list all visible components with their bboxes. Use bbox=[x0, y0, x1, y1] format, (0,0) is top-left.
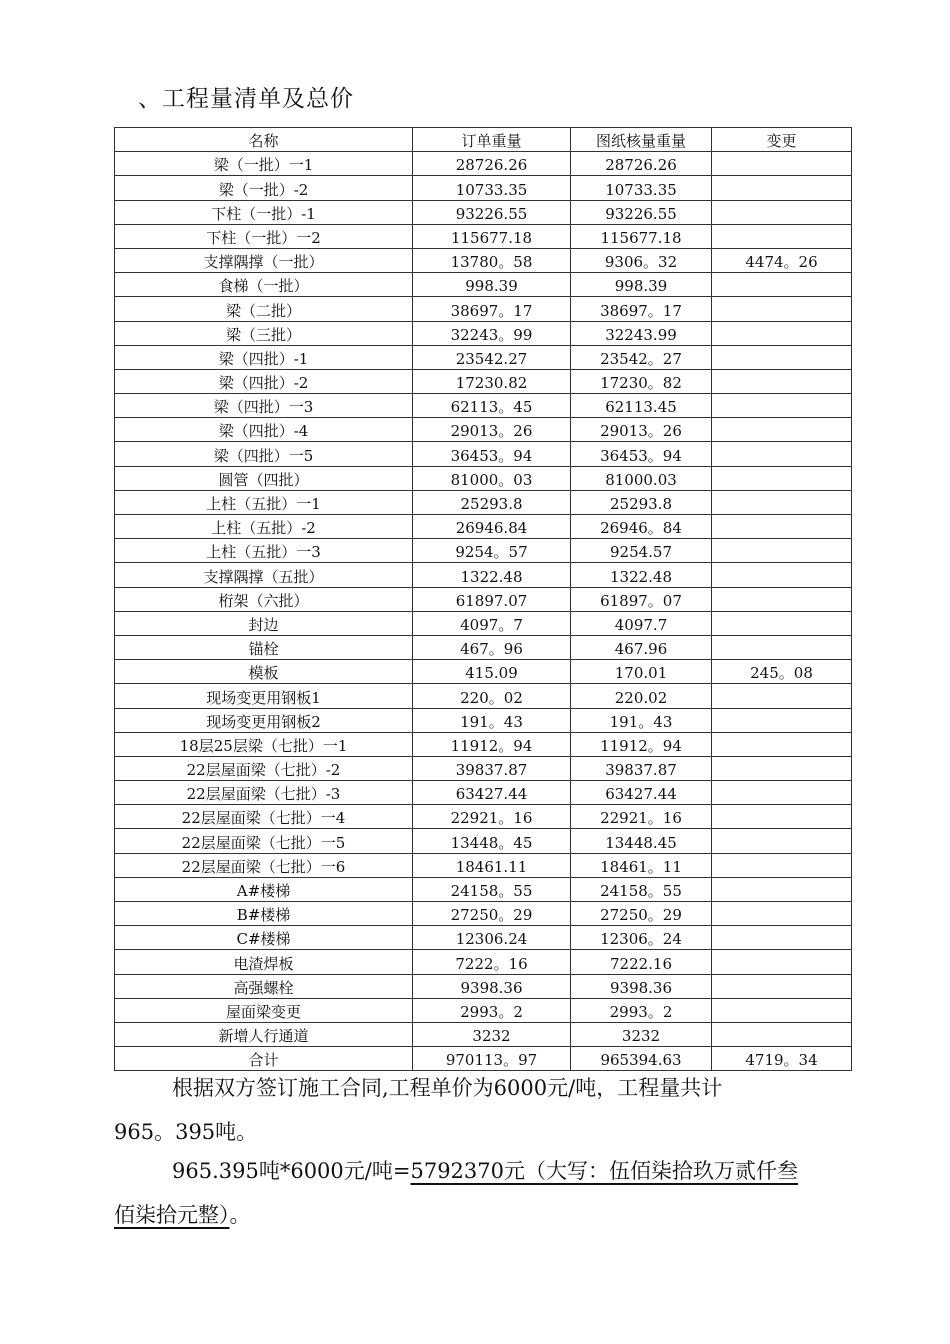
cell-name: 22层屋面梁（七批）-2 bbox=[115, 756, 413, 780]
cell-order-weight: 115677.18 bbox=[413, 224, 571, 248]
cell-order-weight: 22921。16 bbox=[413, 805, 571, 829]
table-row bbox=[115, 853, 852, 877]
table-body bbox=[115, 152, 852, 1071]
cell-order-weight: 36453。94 bbox=[413, 442, 571, 466]
total-line-1 bbox=[114, 1149, 854, 1193]
cell-order-weight: 27250。29 bbox=[413, 902, 571, 926]
table-row bbox=[115, 466, 852, 490]
cell-order-weight: 17230.82 bbox=[413, 369, 571, 393]
cell-change bbox=[712, 297, 852, 321]
header-change: 变更 bbox=[712, 128, 852, 152]
cell-drawing-weight: 28726.26 bbox=[571, 152, 712, 176]
cell-drawing-weight: 25293.8 bbox=[571, 490, 712, 514]
cell-order-weight: 32243。99 bbox=[413, 321, 571, 345]
table-row bbox=[115, 732, 852, 756]
cell-name: 上柱（五批）一1 bbox=[115, 490, 413, 514]
table-row bbox=[115, 176, 852, 200]
cell-drawing-weight: 36453。94 bbox=[571, 442, 712, 466]
price-paragraph bbox=[114, 1066, 854, 1154]
section-heading: 、工程量清单及总价 bbox=[138, 86, 354, 112]
table-row bbox=[115, 998, 852, 1022]
cell-order-weight: 13448。45 bbox=[413, 829, 571, 853]
table-row bbox=[115, 394, 852, 418]
cell-name: C#楼梯 bbox=[115, 926, 413, 950]
table-row bbox=[115, 248, 852, 272]
cell-drawing-weight: 24158。55 bbox=[571, 877, 712, 901]
header-name: 名称 bbox=[115, 128, 413, 152]
cell-change bbox=[712, 563, 852, 587]
table-row bbox=[115, 829, 852, 853]
cell-change bbox=[712, 466, 852, 490]
cell-name: 梁（四批）-1 bbox=[115, 345, 413, 369]
table-row bbox=[115, 877, 852, 901]
table-row bbox=[115, 297, 852, 321]
table-row bbox=[115, 611, 852, 635]
cell-drawing-weight: 191。43 bbox=[571, 708, 712, 732]
cell-name: 上柱（五批）-2 bbox=[115, 515, 413, 539]
cell-order-weight: 998.39 bbox=[413, 273, 571, 297]
cell-change bbox=[712, 684, 852, 708]
quantity-table bbox=[114, 127, 852, 1071]
cell-change bbox=[712, 1022, 852, 1046]
cell-change bbox=[712, 926, 852, 950]
cell-drawing-weight: 62113.45 bbox=[571, 394, 712, 418]
cell-change bbox=[712, 756, 852, 780]
cell-change: 245。08 bbox=[712, 660, 852, 684]
table-row bbox=[115, 515, 852, 539]
cell-order-weight: 28726.26 bbox=[413, 152, 571, 176]
table-row bbox=[115, 200, 852, 224]
cell-name: 梁（四批）-4 bbox=[115, 418, 413, 442]
cell-name: 现场变更用钢板2 bbox=[115, 708, 413, 732]
cell-name: 上柱（五批）一3 bbox=[115, 539, 413, 563]
table-row bbox=[115, 345, 852, 369]
cell-order-weight: 3232 bbox=[413, 1022, 571, 1046]
cell-name: 梁（一批）一1 bbox=[115, 152, 413, 176]
cell-name: 支撑隅撑（五批） bbox=[115, 563, 413, 587]
table-row bbox=[115, 321, 852, 345]
cell-change bbox=[712, 369, 852, 393]
cell-order-weight: 93226.55 bbox=[413, 200, 571, 224]
cell-order-weight: 9398.36 bbox=[413, 974, 571, 998]
table-row bbox=[115, 563, 852, 587]
cell-name: 下柱（一批）-1 bbox=[115, 200, 413, 224]
cell-change bbox=[712, 781, 852, 805]
cell-drawing-weight: 22921。16 bbox=[571, 805, 712, 829]
cell-drawing-weight: 3232 bbox=[571, 1022, 712, 1046]
cell-drawing-weight: 10733.35 bbox=[571, 176, 712, 200]
cell-change bbox=[712, 829, 852, 853]
cell-change bbox=[712, 708, 852, 732]
cell-change bbox=[712, 635, 852, 659]
cell-change bbox=[712, 345, 852, 369]
cell-change bbox=[712, 805, 852, 829]
cell-name: 梁（二批） bbox=[115, 297, 413, 321]
cell-change bbox=[712, 587, 852, 611]
cell-order-weight: 61897.07 bbox=[413, 587, 571, 611]
cell-drawing-weight: 998.39 bbox=[571, 273, 712, 297]
table-row bbox=[115, 418, 852, 442]
cell-change bbox=[712, 950, 852, 974]
cell-drawing-weight: 2993。2 bbox=[571, 998, 712, 1022]
cell-name: 梁（三批） bbox=[115, 321, 413, 345]
header-order-weight: 订单重量 bbox=[413, 128, 571, 152]
cell-name: A#楼梯 bbox=[115, 877, 413, 901]
cell-order-weight: 11912。94 bbox=[413, 732, 571, 756]
table-row bbox=[115, 660, 852, 684]
table-row bbox=[115, 273, 852, 297]
table-row bbox=[115, 224, 852, 248]
total-formula: 965.395吨*6000元/吨= bbox=[172, 1159, 411, 1183]
cell-order-weight: 467。96 bbox=[413, 635, 571, 659]
cell-order-weight: 7222。16 bbox=[413, 950, 571, 974]
cell-change bbox=[712, 176, 852, 200]
cell-order-weight: 220。02 bbox=[413, 684, 571, 708]
cell-order-weight: 26946.84 bbox=[413, 515, 571, 539]
cell-drawing-weight: 17230。82 bbox=[571, 369, 712, 393]
cell-order-weight: 12306.24 bbox=[413, 926, 571, 950]
cell-drawing-weight: 81000.03 bbox=[571, 466, 712, 490]
table-row bbox=[115, 902, 852, 926]
cell-drawing-weight: 32243.99 bbox=[571, 321, 712, 345]
cell-drawing-weight: 220.02 bbox=[571, 684, 712, 708]
cell-change bbox=[712, 152, 852, 176]
total-amount-words-underlined: 佰柒拾元整） bbox=[114, 1203, 230, 1227]
cell-change bbox=[712, 490, 852, 514]
cell-name: 屋面梁变更 bbox=[115, 998, 413, 1022]
cell-drawing-weight: 23542。27 bbox=[571, 345, 712, 369]
cell-change bbox=[712, 974, 852, 998]
cell-change bbox=[712, 902, 852, 926]
cell-change: 4474。26 bbox=[712, 248, 852, 272]
cell-change: 4719。34 bbox=[712, 1047, 852, 1071]
cell-name: 桁架（六批） bbox=[115, 587, 413, 611]
cell-order-weight: 9254。57 bbox=[413, 539, 571, 563]
cell-name: 22层屋面梁（七批）一5 bbox=[115, 829, 413, 853]
cell-drawing-weight: 9306。32 bbox=[571, 248, 712, 272]
cell-name: 22层屋面梁（七批）一6 bbox=[115, 853, 413, 877]
cell-change bbox=[712, 394, 852, 418]
cell-name: 高强螺栓 bbox=[115, 974, 413, 998]
cell-order-weight: 13780。58 bbox=[413, 248, 571, 272]
cell-order-weight: 25293.8 bbox=[413, 490, 571, 514]
cell-name: 锚栓 bbox=[115, 635, 413, 659]
cell-drawing-weight: 115677.18 bbox=[571, 224, 712, 248]
cell-drawing-weight: 467.96 bbox=[571, 635, 712, 659]
cell-order-weight: 24158。55 bbox=[413, 877, 571, 901]
table-row bbox=[115, 1022, 852, 1046]
cell-change bbox=[712, 515, 852, 539]
table-header-row bbox=[115, 128, 852, 152]
cell-drawing-weight: 9254.57 bbox=[571, 539, 712, 563]
cell-order-weight: 2993。2 bbox=[413, 998, 571, 1022]
cell-drawing-weight: 63427.44 bbox=[571, 781, 712, 805]
total-line-2 bbox=[114, 1193, 854, 1237]
cell-name: 电渣焊板 bbox=[115, 950, 413, 974]
table-row bbox=[115, 805, 852, 829]
total-paragraph bbox=[114, 1149, 854, 1237]
table-row bbox=[115, 926, 852, 950]
table-row bbox=[115, 442, 852, 466]
cell-change bbox=[712, 732, 852, 756]
table-row bbox=[115, 950, 852, 974]
table-row bbox=[115, 708, 852, 732]
cell-name: 梁（四批）一5 bbox=[115, 442, 413, 466]
cell-name: 22层屋面梁（七批）-3 bbox=[115, 781, 413, 805]
total-suffix: 。 bbox=[229, 1203, 251, 1227]
cell-change bbox=[712, 539, 852, 563]
cell-drawing-weight: 18461。11 bbox=[571, 853, 712, 877]
cell-drawing-weight: 1322.48 bbox=[571, 563, 712, 587]
header-drawing-weight: 图纸核量重量 bbox=[571, 128, 712, 152]
cell-order-weight: 191。43 bbox=[413, 708, 571, 732]
cell-order-weight: 10733.35 bbox=[413, 176, 571, 200]
cell-drawing-weight: 9398.36 bbox=[571, 974, 712, 998]
cell-change bbox=[712, 877, 852, 901]
cell-order-weight: 18461.11 bbox=[413, 853, 571, 877]
cell-change bbox=[712, 200, 852, 224]
price-line-2: 965。395吨。 bbox=[114, 1120, 258, 1144]
cell-order-weight: 38697。17 bbox=[413, 297, 571, 321]
table-row bbox=[115, 756, 852, 780]
cell-name: 食梯（一批） bbox=[115, 273, 413, 297]
cell-name: 现场变更用钢板1 bbox=[115, 684, 413, 708]
cell-name: 合计 bbox=[115, 1047, 413, 1071]
table-row bbox=[115, 539, 852, 563]
cell-name: 支撑隅撑（一批） bbox=[115, 248, 413, 272]
cell-name: 22层屋面梁（七批）一4 bbox=[115, 805, 413, 829]
cell-name: 模板 bbox=[115, 660, 413, 684]
cell-drawing-weight: 170.01 bbox=[571, 660, 712, 684]
cell-order-weight: 63427.44 bbox=[413, 781, 571, 805]
cell-name: 梁（一批）-2 bbox=[115, 176, 413, 200]
cell-change bbox=[712, 442, 852, 466]
cell-drawing-weight: 93226.55 bbox=[571, 200, 712, 224]
cell-name: B#楼梯 bbox=[115, 902, 413, 926]
cell-change bbox=[712, 224, 852, 248]
table-row bbox=[115, 369, 852, 393]
cell-order-weight: 415.09 bbox=[413, 660, 571, 684]
cell-name: 新增人行通道 bbox=[115, 1022, 413, 1046]
cell-change bbox=[712, 418, 852, 442]
cell-order-weight: 970113。97 bbox=[413, 1047, 571, 1071]
cell-drawing-weight: 965394.63 bbox=[571, 1047, 712, 1071]
cell-order-weight: 81000。03 bbox=[413, 466, 571, 490]
cell-order-weight: 62113。45 bbox=[413, 394, 571, 418]
cell-drawing-weight: 29013。26 bbox=[571, 418, 712, 442]
cell-drawing-weight: 13448.45 bbox=[571, 829, 712, 853]
table-row bbox=[115, 684, 852, 708]
cell-drawing-weight: 61897。07 bbox=[571, 587, 712, 611]
cell-name: 梁（四批）一3 bbox=[115, 394, 413, 418]
cell-drawing-weight: 27250。29 bbox=[571, 902, 712, 926]
table-row bbox=[115, 635, 852, 659]
cell-name: 圆管（四批） bbox=[115, 466, 413, 490]
cell-drawing-weight: 39837.87 bbox=[571, 756, 712, 780]
cell-name: 下柱（一批）一2 bbox=[115, 224, 413, 248]
cell-drawing-weight: 26946。84 bbox=[571, 515, 712, 539]
cell-name: 18层25层梁（七批）一1 bbox=[115, 732, 413, 756]
cell-order-weight: 29013。26 bbox=[413, 418, 571, 442]
cell-drawing-weight: 4097.7 bbox=[571, 611, 712, 635]
price-line-1: 根据双方签订施工合同,工程单价为6000元/吨，工程量共计 bbox=[172, 1076, 723, 1100]
cell-change bbox=[712, 998, 852, 1022]
cell-change bbox=[712, 853, 852, 877]
cell-drawing-weight: 38697。17 bbox=[571, 297, 712, 321]
cell-drawing-weight: 7222.16 bbox=[571, 950, 712, 974]
table-row bbox=[115, 152, 852, 176]
total-amount-underlined: 5792370元（大写：伍佰柒拾玖万贰仟叁 bbox=[410, 1159, 798, 1183]
cell-change bbox=[712, 273, 852, 297]
cell-drawing-weight: 11912。94 bbox=[571, 732, 712, 756]
cell-name: 梁（四批）-2 bbox=[115, 369, 413, 393]
cell-order-weight: 23542.27 bbox=[413, 345, 571, 369]
cell-drawing-weight: 12306。24 bbox=[571, 926, 712, 950]
cell-order-weight: 39837.87 bbox=[413, 756, 571, 780]
table-row bbox=[115, 490, 852, 514]
cell-name: 封边 bbox=[115, 611, 413, 635]
cell-change bbox=[712, 321, 852, 345]
table-row bbox=[115, 587, 852, 611]
table-row bbox=[115, 974, 852, 998]
cell-change bbox=[712, 611, 852, 635]
cell-order-weight: 4097。7 bbox=[413, 611, 571, 635]
cell-order-weight: 1322.48 bbox=[413, 563, 571, 587]
table-row bbox=[115, 781, 852, 805]
